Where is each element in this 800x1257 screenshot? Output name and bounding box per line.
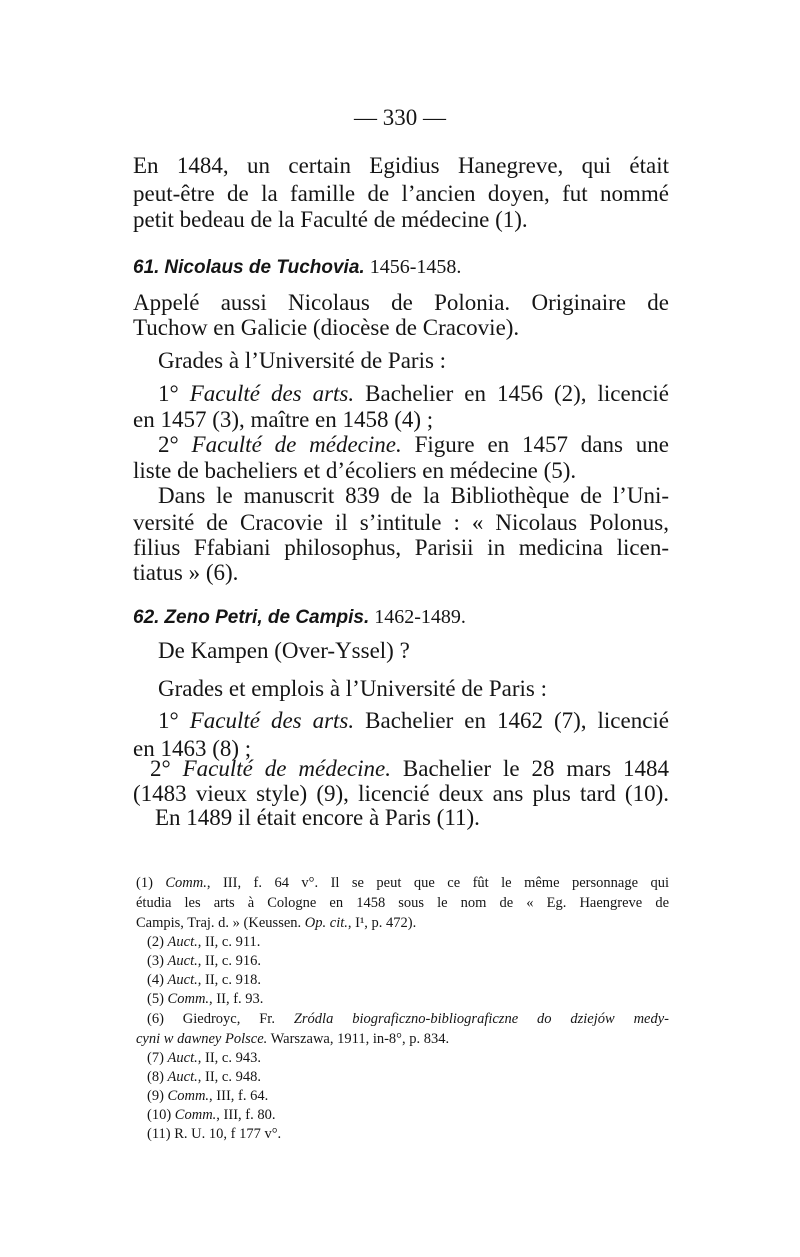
footnote-1-number: (1) (136, 875, 153, 891)
footnote-4-number: (4) (147, 972, 164, 988)
footnote-8-number: (8) (147, 1069, 164, 1085)
entry-61-med-line-2: liste de bacheliers et d’écoliers en médecine (5). (133, 458, 577, 483)
footnote-6-text: Warszawa, 1911, in-8°, p. 834. (270, 1031, 450, 1047)
footnote-2-source: Auct. (167, 934, 198, 950)
footnote-10-source: Comm. (174, 1107, 217, 1123)
footnote-1-line-1 (136, 873, 669, 893)
footnote-7-number: (7) (147, 1050, 164, 1066)
entry-62-last: En 1489 il était encore à Paris (11). (155, 805, 480, 830)
entry-61-name: Nicolaus de Tuchovia. (164, 257, 365, 278)
footnote-10-number: (10) (147, 1107, 172, 1123)
entry-62-med-text: Bachelier le 28 mars 1484 (402, 756, 670, 781)
intro-line-3: petit bedeau de la Faculté de médecine (1). (133, 207, 528, 232)
footnote-6-author: Giedroyc, Fr. (182, 1011, 275, 1027)
entry-62-origin: De Kampen (Over-Yssel) ? (158, 638, 410, 663)
entry-61-med-number: 2° (158, 432, 179, 457)
footnote-4 (147, 970, 261, 990)
entry-61-heading (133, 253, 461, 282)
intro-line-1: En 1484, un certain Egidius Hanegreve, qui était (133, 153, 669, 178)
footnote-1-line-2: étudia les arts à Cologne en 1458 sous le nom de « Eg. Haengreve de (136, 895, 669, 911)
footnote-1-text-3b: , I¹, p. 472). (347, 915, 417, 931)
entry-62-arts-number: 1° (158, 708, 179, 733)
entry-62-med-line (150, 755, 669, 783)
footnote-5-text: , II, f. 93. (209, 991, 264, 1007)
footnote-9-text: , III, f. 64. (209, 1088, 269, 1104)
intro-line-2: peut-être de la famille de l’ancien doyen, fut nommé (133, 181, 669, 206)
entry-62-med-number: 2° (150, 756, 171, 781)
footnote-8-text: , II, c. 948. (197, 1069, 261, 1085)
entry-62-number: 62. (133, 607, 160, 628)
footnote-10 (147, 1105, 276, 1125)
footnote-10-text: , III, f. 80. (216, 1107, 276, 1123)
footnote-1-line-3 (136, 913, 416, 933)
entry-61-manuscript-3: filius Ffabiani philosophus, Parisii in medicina licen- (133, 535, 669, 560)
footnote-6-line-2 (136, 1029, 449, 1049)
footnote-3-text: , II, c. 916. (197, 953, 261, 969)
footnote-7-source: Auct. (167, 1050, 198, 1066)
entry-61-arts-faculty: Faculté des arts. (189, 381, 355, 406)
entry-62-arts-line-2: en 1463 (8) ; (133, 736, 252, 761)
entry-61-med-text: Figure en 1457 dans une (414, 432, 669, 457)
entry-62-arts-faculty: Faculté des arts. (189, 708, 355, 733)
footnote-2-number: (2) (147, 934, 164, 950)
entry-61-years: 1456-1458. (369, 256, 462, 278)
footnote-7 (147, 1048, 261, 1068)
entry-62-heading (133, 603, 466, 632)
footnote-1-text: , III, f. 64 v°. Il se peut que ce fût le même personnage qui (206, 875, 669, 891)
footnote-5-number: (5) (147, 991, 164, 1007)
footnote-6-line-1 (147, 1009, 669, 1029)
entry-61-grades-title: Grades à l’Université de Paris : (158, 348, 447, 373)
entry-62-med-faculty: Faculté de médecine. (182, 756, 391, 781)
footnote-5 (147, 989, 263, 1009)
entry-61-med-faculty: Faculté de médecine. (191, 432, 402, 457)
footnote-1-op-cit: Op. cit. (304, 915, 348, 931)
footnote-9-number: (9) (147, 1088, 164, 1104)
entry-62-name: Zeno Petri, de Campis. (164, 607, 370, 628)
footnote-1-text-3a: Campis, Traj. d. » (Keussen. (136, 915, 302, 931)
entry-61-origin-1: Appelé aussi Nicolaus de Polonia. Originaire de (133, 290, 669, 315)
footnote-6-title-b: cyni w dawney Polsce. (136, 1031, 268, 1047)
entry-62-grades-title: Grades et emplois à l’Université de Paris : (158, 676, 547, 701)
footnote-11 (147, 1124, 281, 1144)
footnote-4-text: , II, c. 918. (197, 972, 261, 988)
entry-61-origin-2: Tuchow en Galicie (diocèse de Cracovie). (133, 315, 520, 340)
entry-61-manuscript-2: versité de Cracovie il s’intitule : « Nicolaus Polonus, (133, 510, 669, 535)
footnote-3-source: Auct. (167, 953, 198, 969)
entry-61-manuscript-4: tiatus » (6). (133, 560, 239, 585)
entry-61-arts-number: 1° (158, 381, 179, 406)
footnote-11-number: (11) (147, 1126, 171, 1142)
entry-61-med-line (158, 431, 669, 459)
footnote-6-number: (6) (147, 1011, 164, 1027)
footnote-2 (147, 932, 260, 952)
footnote-1-source: Comm. (165, 875, 207, 891)
entry-61-arts-text: Bachelier en 1456 (2), licencié (365, 381, 670, 406)
footnote-2-text: , II, c. 911. (197, 934, 261, 950)
footnote-6-title-a: Zródla biograficzno-bibliograficzne do dziejów medy- (293, 1011, 669, 1027)
footnote-5-source: Comm. (167, 991, 210, 1007)
page-number: — 330 — (354, 105, 446, 130)
entry-61-arts-line-2: en 1457 (3), maître en 1458 (4) ; (133, 407, 434, 432)
footnote-8-source: Auct. (167, 1069, 198, 1085)
footnote-9 (147, 1086, 268, 1106)
footnote-4-source: Auct. (167, 972, 198, 988)
entry-62-arts-line (158, 707, 669, 735)
footnote-11-text: R. U. 10, f 177 v°. (174, 1126, 282, 1142)
footnote-7-text: , II, c. 943. (197, 1050, 261, 1066)
footnote-3 (147, 951, 261, 971)
footnote-8 (147, 1067, 261, 1087)
entry-61-arts-line (158, 380, 669, 408)
entry-61-number: 61. (133, 257, 160, 278)
entry-62-med-line-2: (1483 vieux style) (9), licencié deux ans plus tard (10). (133, 781, 669, 806)
entry-62-years: 1462-1489. (374, 606, 466, 628)
entry-61-manuscript-1: Dans le manuscrit 839 de la Bibliothèque de l’Uni- (158, 483, 669, 508)
entry-62-arts-text: Bachelier en 1462 (7), licencié (365, 708, 670, 733)
footnote-9-source: Comm. (167, 1088, 210, 1104)
footnote-3-number: (3) (147, 953, 164, 969)
